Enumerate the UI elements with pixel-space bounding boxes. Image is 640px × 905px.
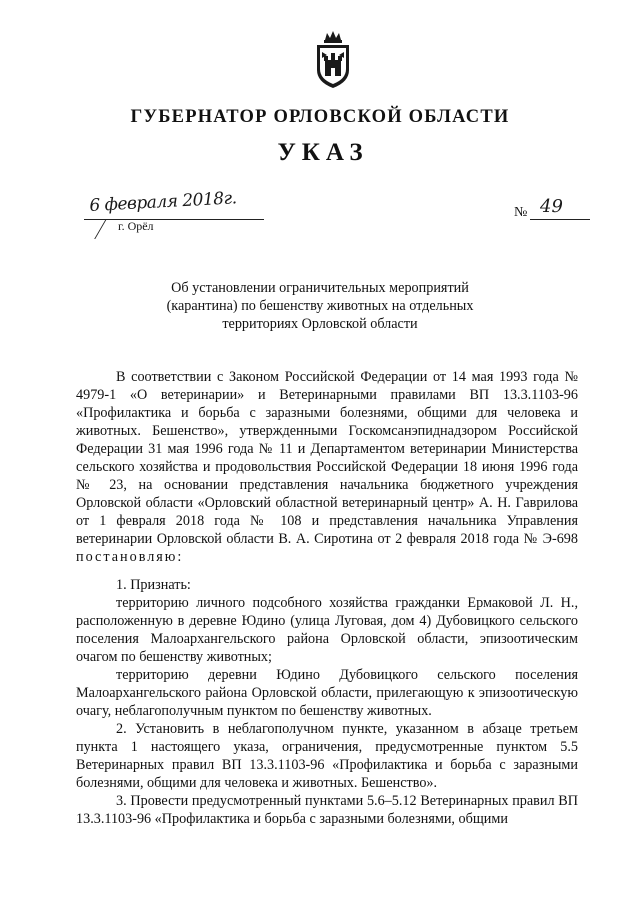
number-underline: [530, 219, 590, 220]
heading-line: (карантина) по бешенству животных на отдельных: [166, 298, 474, 314]
decree-heading: [120, 279, 520, 333]
decree-items: [76, 576, 578, 828]
item-2-paragraph: 2. Установить в неблагополучном пункте, указанном в абзаце третьем пункта 1 настоящего указа, ограничения, предусмотренные пунктом 5.5 Ветеринарных правил ВП 13.3.1103-96 «Профилактика и борьба с заразными болезнями, общими для человека и животных. Бешенство».: [76, 721, 578, 791]
item-3-paragraph: 3. Провести предусмотренный пунктами 5.6–5.12 Ветеринарных правил ВП 13.3.1103-96 «Профилактика и борьба с заразными болезнями, общими: [76, 793, 578, 827]
coat-of-arms-icon: [313, 30, 353, 90]
number-label: №: [514, 205, 528, 220]
document-type: УКАЗ: [277, 139, 369, 166]
handwritten-date: 6 февраля 2018г.: [88, 188, 238, 216]
date-underline: [84, 219, 264, 220]
preamble-text: В соответствии с Законом Российской Федерации от 14 мая 1993 года № 4979-1 «О ветеринарии» и Ветеринарными правилами ВП 13.3.1103-96 «Профилактика и борьба с заразными болезнями, общими для человека и животных. Бешенство», утвержденными Госкомсанэпиднадзором Российской Федерации 31 мая 1996 года № 11 и Департаментом ветеринарии Министерства сельского хозяйства и продовольствия Российской Федерации 18 июня 1996 года № 23, на основании представления начальника бюджетного учреждения Орловской области «Орловский областной ветеринарный центр» А. Н. Гаврилова от 1 февраля 2018 года № 108 и представления начальника Управления ветеринарии Орловской области В. А. Сиротина от 2 февраля 2018 года № Э-698: [76, 369, 578, 547]
item-1-heading: 1. Признать:: [116, 577, 191, 593]
item-1-paragraph-a: территорию личного подсобного хозяйства гражданки Ермаковой Л. Н., расположенную в деревне Юдино (улица Луговая, дом 4) Дубовицкого сельского поселения Малоархангельского района Орловской области, эпизоотическим очагом по бешенству животных;: [76, 595, 578, 665]
city-label: г. Орёл: [118, 219, 154, 233]
item-1-paragraph-b: территорию деревни Юдино Дубовицкого сельского поселения Малоархангельского района Орловской области, прилегающую к эпизоотическую очагу, неблагополучным пунктом по бешенству животных.: [76, 667, 578, 719]
date-slash: [94, 219, 107, 239]
heading-line: Об установлении ограничительных мероприятий: [171, 280, 469, 296]
decree-word: постановляю:: [76, 549, 184, 565]
preamble-paragraph: [76, 368, 578, 566]
heading-line: территориях Орловской области: [222, 316, 418, 332]
preamble: [76, 368, 578, 566]
handwritten-number: 49: [540, 196, 563, 217]
document-issuer: ГУБЕРНАТОР ОРЛОВСКОЙ ОБЛАСТИ: [130, 107, 510, 127]
